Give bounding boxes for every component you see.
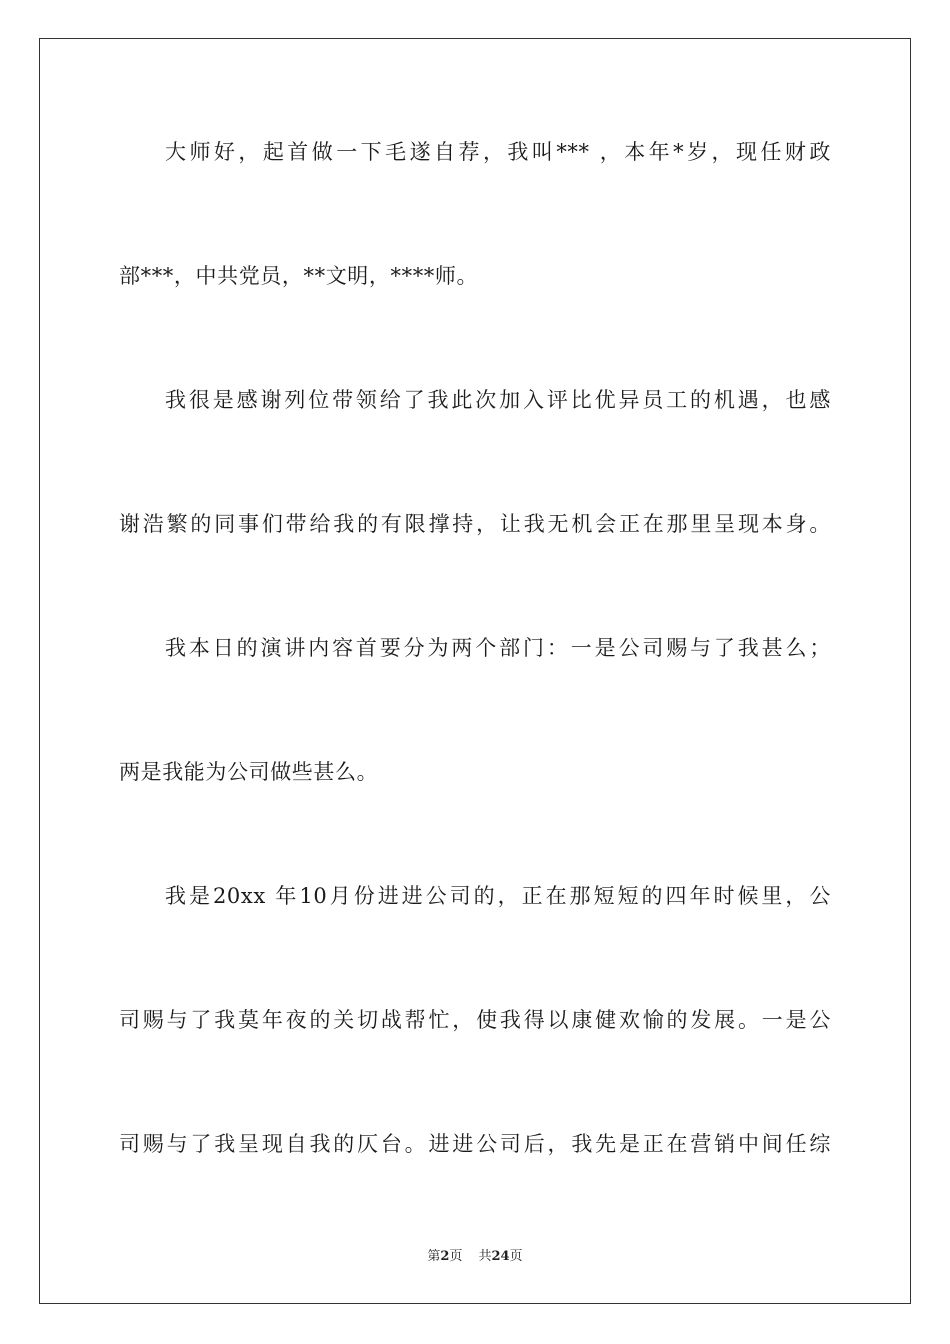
paragraph-4-line-1: 我是20xx 年10月份进进公司的，正在那短短的四年时候里，公 [165, 884, 831, 908]
paragraph-2-line-1: 我很是感谢列位带领给了我此次加入评比优异员工的机遇，也感 [165, 388, 831, 412]
paragraph-1-line-1: 大师好，起首做一下毛遂自荐，我叫*** ，本年*岁，现任财政 [165, 140, 831, 164]
page-border [39, 38, 911, 1304]
paragraph-3-line-1: 我本日的演讲内容首要分为两个部门：一是公司赐与了我甚么； [165, 636, 831, 660]
total-pages: 24 [491, 1249, 510, 1264]
paragraph-4-line-2: 司赐与了我莫年夜的关切战帮忙，使我得以康健欢愉的发展。一是公 [119, 1008, 831, 1032]
paragraph-4-line-3: 司赐与了我呈现自我的仄台。进进公司后，我先是正在营销中间任综 [119, 1132, 831, 1156]
paragraph-1-line-2: 部***，中共党员，**文明，****师。 [119, 264, 479, 288]
paragraph-2-line-2: 谢浩繁的同事们带给我的有限撑持，让我无机会正在那里呈现本身。 [119, 512, 831, 536]
total-suffix: 页 [509, 1249, 523, 1264]
total-prefix: 共 [478, 1249, 492, 1264]
page-number: 2 [440, 1249, 450, 1264]
page-prefix: 第 [427, 1249, 441, 1264]
page-footer [0, 1248, 950, 1266]
paragraph-3-line-2: 两是我能为公司做些甚么。 [119, 760, 379, 784]
page-suffix: 页 [449, 1249, 463, 1264]
